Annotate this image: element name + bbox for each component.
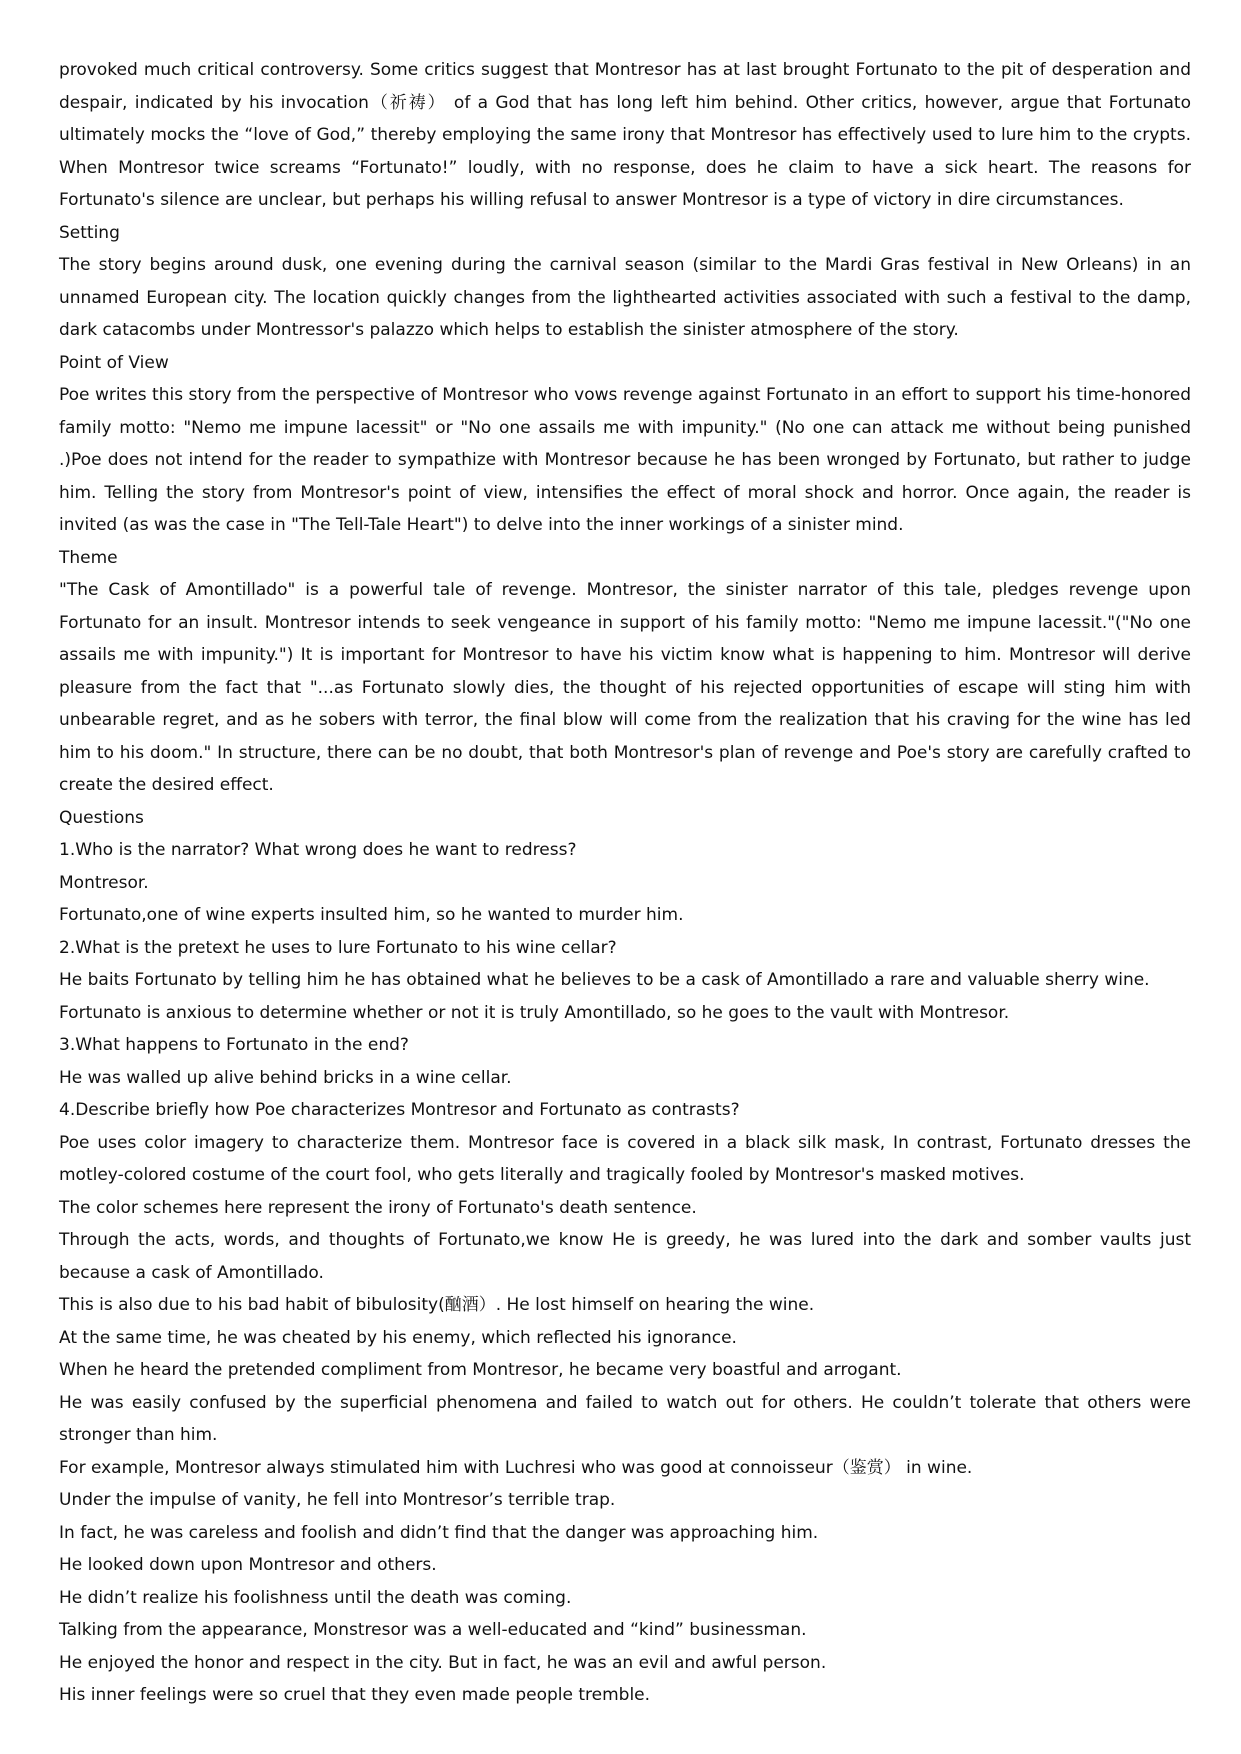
theme-paragraph: "The Cask of Amontillado" is a powerful tale of revenge. Montresor, the sinister narrator of this tale, pledges revenge upon Fortunato for an insult. Montresor intends to seek vengeance in support of his family motto: "Nemo me impune lacessit."("No one assails me with impunity.") It is important for Montresor to have his victim know what is happening to him. Montresor will derive pleasure from the fact that "...as Fortunato slowly dies, the thought of his rejected opportunities of escape will sting him with unbearable regret, and as he sobers with terror, the final blow will come from the realization that his craving for the wine has led him to his doom." In structure, there can be no doubt, that both Montresor's plan of revenge and Poe's story are carefully crafted to create the desired effect. — [59, 580, 1191, 795]
answer-line: He didn’t realize his foolishness until the death was coming. — [59, 1587, 572, 1608]
answer-line: He baits Fortunato by telling him he has obtained what he believes to be a cask of Amontillado a rare and valuable sherry wine. — [59, 970, 1150, 990]
answer-line: At the same time, he was cheated by his enemy, which reflected his ignorance. — [59, 1327, 737, 1348]
point-of-view-heading: Point of View — [59, 352, 169, 373]
answer-line: For example, Montresor always stimulated him with Luchresi who was good at connoisseur（鉴赏） in wine. — [59, 1457, 973, 1478]
question-2: 2.What is the pretext he uses to lure Fortunato to his wine cellar? — [59, 937, 617, 958]
setting-paragraph: The story begins around dusk, one evening during the carnival season (similar to the Mardi Gras festival in New Orleans) in an unnamed European city. The location quickly changes from the lighthearted activities associated with such a festival to the damp, dark catacombs under Montressor's palazzo which helps to establish the sinister atmosphere of the story. — [59, 255, 1191, 340]
answer-line: Fortunato,one of wine experts insulted him, so he wanted to murder him. — [59, 905, 684, 925]
theme-heading: Theme — [59, 547, 118, 568]
answer-line: Talking from the appearance, Monstresor was a well-educated and “kind” businessman. — [59, 1620, 807, 1640]
answer-line: Through the acts, words, and thoughts of Fortunato,we know He is greedy, he was lured into the dark and somber vaults just because a cask of Amontillado. — [59, 1230, 1191, 1283]
setting-heading: Setting — [59, 222, 120, 243]
answer-line: The color schemes here represent the irony of Fortunato's death sentence. — [59, 1197, 697, 1218]
answer-line: He enjoyed the honor and respect in the city. But in fact, he was an evil and awful person. — [59, 1652, 827, 1673]
answer-line: Montresor. — [59, 872, 149, 893]
answer-line: This is also due to his bad habit of bibulosity(酗酒）. He lost himself on hearing the wine. — [59, 1295, 815, 1315]
question-1: 1.Who is the narrator? What wrong does he want to redress? — [59, 840, 577, 860]
answer-line: In fact, he was careless and foolish and didn’t find that the danger was approaching him. — [59, 1522, 819, 1543]
answer-line: Poe uses color imagery to characterize them. Montresor face is covered in a black silk mask, In contrast, Fortunato dresses the motley-colored costume of the court fool, who gets literally and tragically fooled by Montresor's masked motives. — [59, 1132, 1191, 1185]
criticism-paragraph: provoked much critical controversy. Some critics suggest that Montresor has at last brought Fortunato to the pit of desperation and despair, indicated by his invocation（祈祷） of a God that has long left him behind. Other critics, however, argue that Fortunato ultimately mocks the “love of God,” thereby employing the same irony that Montresor has effectively used to lure him to the crypts. When Montresor twice screams “Fortunato!” loudly, with no response, does he claim to have a sick heart. The reasons for Fortunato's silence are unclear, but perhaps his willing refusal to answer Montresor is a type of victory in dire circumstances. — [59, 60, 1191, 210]
answer-line: He was easily confused by the superficial phenomena and failed to watch out for others. He couldn’t tolerate that others were stronger than him. — [59, 1392, 1191, 1445]
answer-line: He looked down upon Montresor and others. — [59, 1555, 437, 1575]
answer-line: When he heard the pretended compliment from Montresor, he became very boastful and arrogant. — [59, 1360, 902, 1380]
point-of-view-paragraph: Poe writes this story from the perspective of Montresor who vows revenge against Fortunato in an effort to support his time-honored family motto: "Nemo me impune lacessit" or "No one assails me with impunity." (No one can attack me without being punished .)Poe does not intend for the reader to sympathize with Montresor because he has been wronged by Fortunato, but rather to judge him. Telling the story from Montresor's point of view, intensifies the effect of moral shock and horror. Once again, the reader is invited (as was the case in "The Tell-Tale Heart") to delve into the inner workings of a sinister mind. — [59, 385, 1191, 535]
questions-heading: Questions — [59, 807, 144, 828]
question-4: 4.Describe briefly how Poe characterizes Montresor and Fortunato as contrasts? — [59, 1100, 740, 1120]
answer-line: Fortunato is anxious to determine whether or not it is truly Amontillado, so he goes to the vault with Montresor. — [59, 1002, 1010, 1023]
question-3: 3.What happens to Fortunato in the end? — [59, 1035, 409, 1055]
answer-line: His inner feelings were so cruel that they even made people tremble. — [59, 1685, 651, 1705]
answer-line: He was walled up alive behind bricks in a wine cellar. — [59, 1067, 512, 1088]
document-page — [59, 54, 1191, 1712]
answer-line: Under the impulse of vanity, he fell into Montresor’s terrible trap. — [59, 1490, 616, 1510]
